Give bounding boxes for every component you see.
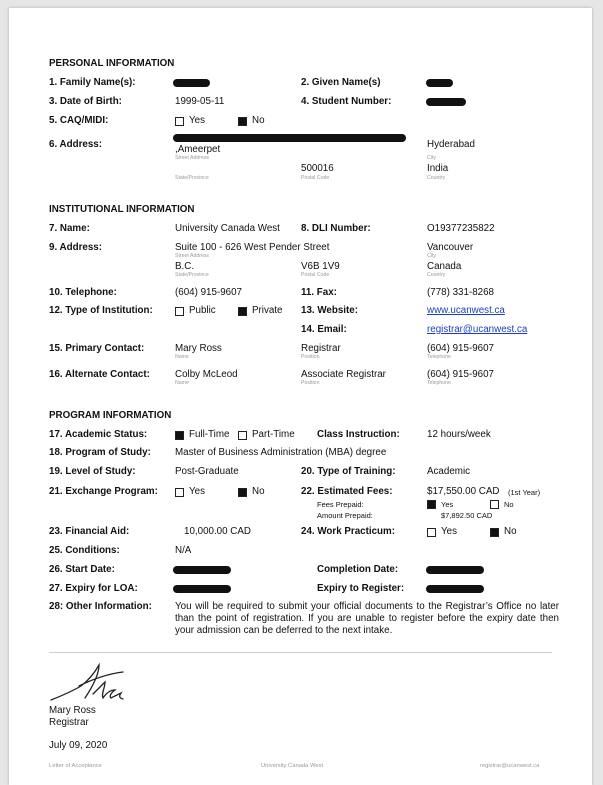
primary-name-caption: Name: [175, 354, 189, 360]
type-of-training-label: 20. Type of Training:: [301, 466, 396, 477]
other-information-label: 28: Other Information:: [49, 601, 152, 612]
website-link[interactable]: www.ucanwest.ca: [427, 305, 505, 316]
country-value: India: [427, 163, 449, 174]
street-caption: Street Address: [175, 155, 210, 161]
practicum-yes-checkbox: [427, 528, 436, 537]
institution-province-caption: State/Province: [175, 272, 209, 278]
given-name-label: 2. Given Name(s): [301, 77, 381, 88]
signatory-name: Mary Ross: [49, 705, 96, 716]
exchange-no-checkbox: [238, 488, 247, 497]
full-time-label: Full-Time: [189, 429, 230, 440]
footer-right: registrar@ucanwest.ca: [480, 763, 540, 769]
financial-aid-value: 10,000.00 CAD: [184, 526, 251, 537]
postal-caption: Postal Code: [301, 175, 330, 181]
primary-contact-position: Registrar: [301, 343, 341, 354]
redacted-start-date: [173, 566, 231, 574]
student-number-label: 4. Student Number:: [301, 96, 392, 107]
fees-prepaid-label: Fees Prepaid:: [317, 500, 364, 509]
redacted-expiry-register: [426, 585, 484, 593]
practicum-yes-label: Yes: [441, 526, 457, 537]
academic-status-label: 17. Academic Status:: [49, 429, 148, 440]
country-caption: Country: [427, 175, 446, 181]
type-of-training-value: Academic: [427, 466, 471, 477]
class-instruction-label: Class Instruction:: [317, 429, 400, 440]
institution-type-label: 12. Type of Institution:: [49, 305, 153, 316]
institution-address-label: 9. Address:: [49, 242, 102, 253]
redacted-family-name: [173, 79, 210, 87]
estimated-fees-label: 22. Estimated Fees:: [301, 486, 393, 497]
private-label: Private: [252, 305, 283, 316]
redacted-completion-date: [426, 566, 484, 574]
class-instruction-value: 12 hours/week: [427, 429, 491, 440]
public-label: Public: [189, 305, 216, 316]
signatory-title: Registrar: [49, 717, 89, 728]
redacted-student-number: [426, 98, 466, 106]
institution-name-value: University Canada West: [175, 223, 280, 234]
other-information-text: You will be required to submit your official documents to the Registrar’s Office no later than the point of registration. If you are unable to register before the expiry date then your admission can be deferred to the next intake.: [175, 601, 559, 636]
alternate-name-caption: Name: [175, 380, 189, 386]
practicum-no-checkbox: [490, 528, 499, 537]
conditions-label: 25. Conditions:: [49, 545, 120, 556]
start-date-label: 26. Start Date:: [49, 564, 115, 575]
part-time-checkbox: [238, 431, 247, 440]
dli-label: 8. DLI Number:: [301, 223, 371, 234]
city-caption: City: [427, 155, 436, 161]
institution-city-caption: City: [427, 253, 436, 259]
fees-prepaid-yes-checkbox: [427, 500, 436, 509]
acceptance-letter-page: [9, 8, 592, 785]
dli-value: O19377235822: [427, 223, 495, 234]
conditions-value: N/A: [175, 545, 192, 556]
work-practicum-label: 24. Work Practicum:: [301, 526, 396, 537]
telephone-value: (604) 915-9607: [175, 287, 242, 298]
street-value: ,Ameerpet: [175, 144, 221, 155]
exchange-program-label: 21. Exchange Program:: [49, 486, 158, 497]
fees-prepaid-no-label: No: [504, 500, 514, 509]
institution-street-caption: Street Address: [175, 253, 210, 259]
personal-info-heading: PERSONAL INFORMATION: [49, 58, 175, 69]
alternate-contact-label: 16. Alternate Contact:: [49, 369, 150, 380]
institution-postal: V6B 1V9: [301, 261, 340, 272]
amount-prepaid-value: $7,892.50 CAD: [441, 511, 493, 520]
institution-street: Suite 100 - 626 West Pender Street: [175, 242, 330, 253]
fax-label: 11. Fax:: [301, 287, 337, 298]
registrar-signature: [49, 660, 129, 705]
alternate-contact-name: Colby McLeod: [175, 369, 238, 380]
level-of-study-label: 19. Level of Study:: [49, 466, 136, 477]
redacted-given-name: [426, 79, 453, 87]
alternate-position-caption: Position: [301, 380, 320, 386]
amount-prepaid-label: Amount Prepaid:: [317, 511, 373, 520]
part-time-label: Part-Time: [252, 429, 295, 440]
institution-city: Vancouver: [427, 242, 474, 253]
program-of-study-value: Master of Business Administration (MBA) degree: [175, 447, 387, 458]
estimated-fees-note: (1st Year): [508, 488, 541, 497]
primary-contact-name: Mary Ross: [175, 343, 222, 354]
institution-postal-caption: Postal Code: [301, 272, 330, 278]
fees-prepaid-no-checkbox: [490, 500, 499, 509]
level-of-study-value: Post-Graduate: [175, 466, 239, 477]
fees-prepaid-yes-label: Yes: [441, 500, 454, 509]
exchange-yes-checkbox: [175, 488, 184, 497]
exchange-no-label: No: [252, 486, 265, 497]
financial-aid-label: 23. Financial Aid:: [49, 526, 130, 537]
primary-position-caption: Position: [301, 354, 320, 360]
primary-phone-caption: Telephone: [427, 354, 451, 360]
private-checkbox: [238, 307, 247, 316]
institution-name-label: 7. Name:: [49, 223, 90, 234]
estimated-fees-value: $17,550.00 CAD: [427, 486, 500, 497]
completion-date-label: Completion Date:: [317, 564, 399, 575]
caq-yes-checkbox: [175, 117, 184, 126]
alternate-contact-position: Associate Registrar: [301, 369, 386, 380]
expiry-register-label: Expiry to Register:: [317, 583, 405, 594]
alternate-contact-phone: (604) 915-9607: [427, 369, 494, 380]
caq-no-checkbox: [238, 117, 247, 126]
fax-value: (778) 331-8268: [427, 287, 494, 298]
website-label: 13. Website:: [301, 305, 358, 316]
expiry-loa-label: 27. Expiry for LOA:: [49, 583, 138, 594]
redacted-street-address: [173, 134, 406, 142]
signature-divider: [49, 652, 552, 653]
telephone-label: 10. Telephone:: [49, 287, 117, 298]
primary-contact-phone: (604) 915-9607: [427, 343, 494, 354]
dob-value: 1999-05-11: [175, 96, 225, 107]
state-caption: State/Province: [175, 175, 209, 181]
email-link[interactable]: registrar@ucanwest.ca: [427, 324, 528, 335]
footer-left: Letter of Acceptance: [49, 763, 102, 769]
primary-contact-label: 15. Primary Contact:: [49, 343, 145, 354]
alternate-phone-caption: Telephone: [427, 380, 451, 386]
address-label: 6. Address:: [49, 139, 102, 150]
institution-country: Canada: [427, 261, 462, 272]
footer-center: University Canada West: [261, 763, 324, 769]
redacted-expiry-loa: [173, 585, 231, 593]
program-heading: PROGRAM INFORMATION: [49, 410, 172, 421]
public-checkbox: [175, 307, 184, 316]
city-value: Hyderabad: [427, 139, 475, 150]
institution-country-caption: Country: [427, 272, 446, 278]
program-of-study-label: 18. Program of Study:: [49, 447, 151, 458]
full-time-checkbox: [175, 431, 184, 440]
caq-label: 5. CAQ/MIDI:: [49, 115, 109, 126]
exchange-yes-label: Yes: [189, 486, 205, 497]
email-label: 14. Email:: [301, 324, 347, 335]
letter-date: July 09, 2020: [49, 740, 108, 751]
family-name-label: 1. Family Name(s):: [49, 77, 136, 88]
practicum-no-label: No: [504, 526, 517, 537]
postal-value: 500016: [301, 163, 334, 174]
caq-yes-label: Yes: [189, 115, 205, 126]
institution-heading: INSTITUTIONAL INFORMATION: [49, 204, 195, 215]
caq-no-label: No: [252, 115, 265, 126]
dob-label: 3. Date of Birth:: [49, 96, 122, 107]
institution-province: B.C.: [175, 261, 195, 272]
